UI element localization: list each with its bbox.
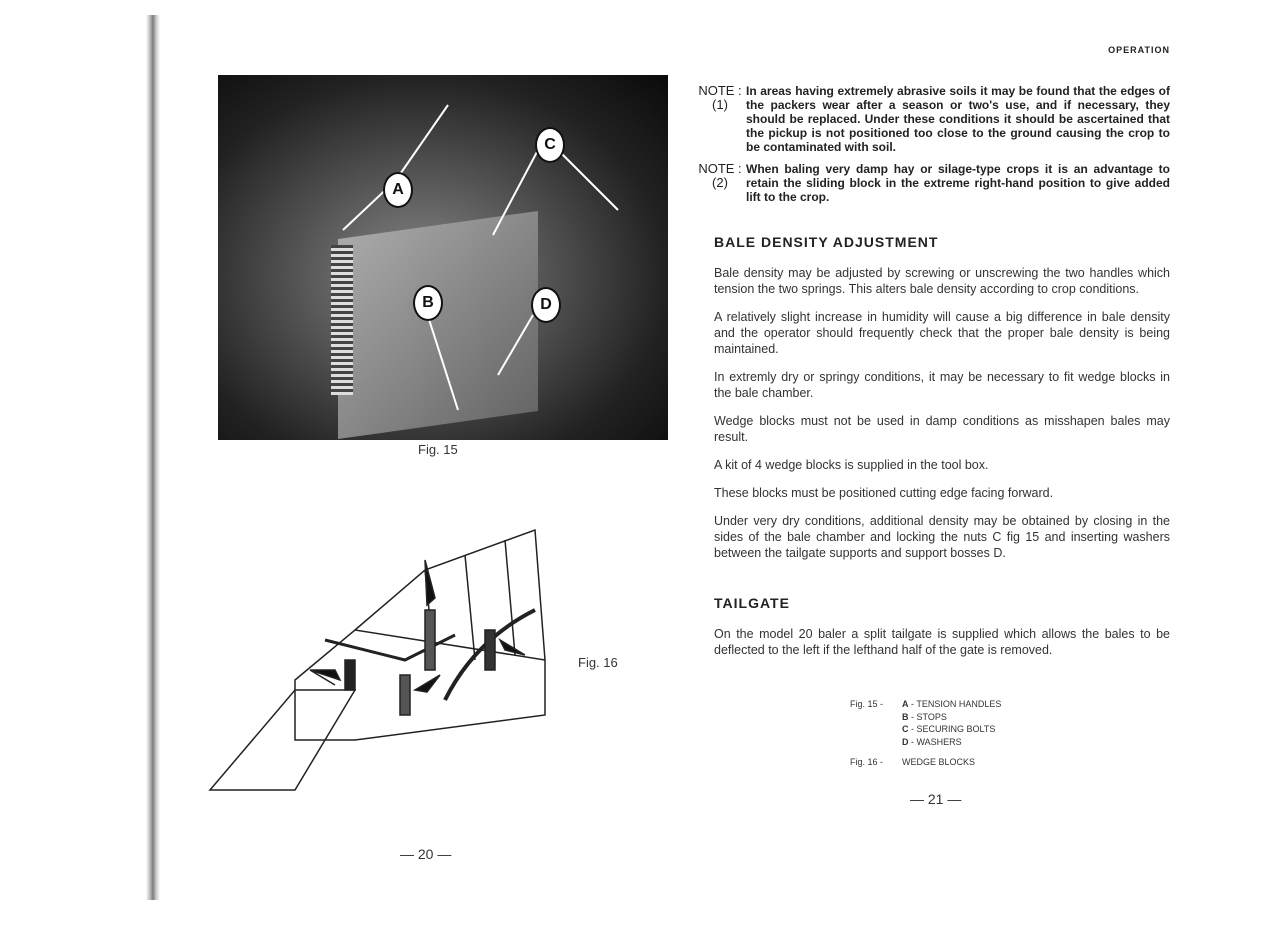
callout-d: D [531,287,561,323]
paragraph: A relatively slight increase in humidity will cause a big difference in bale density and the operator should frequently check that the proper bale density is being maintained. [714,310,1170,356]
paragraph: On the model 20 baler a split tailgate is supplied which allows the bales to be deflected to the left if the lefthand half of the gate is removed. [714,627,1170,657]
caption-text: - STOPS [911,711,947,722]
callout-a: A [383,172,413,208]
fig-15-caption-label: Fig. 15 - [850,699,884,709]
caption-text: - WASHERS [911,736,962,747]
paragraph: Wedge blocks must not be used in damp conditions as misshapen bales may result. [714,414,1170,444]
note-number: (2) [712,175,728,190]
paragraph: Under very dry conditions, additional density may be obtained by closing in the sides of the bale chamber and locking the nuts C fig 15 and inserting washers between the tailgate supports and support bosses D. [714,514,1170,560]
caption-key: B [902,711,909,722]
callout-b: B [413,285,443,321]
note-label: NOTE : [698,161,742,176]
fig-16-label: Fig. 16 [578,655,618,670]
caption-key: C [902,724,909,734]
fig-16-caption-label: Fig. 16 - [850,757,884,767]
note-2 [694,162,1170,204]
callout-lines [218,75,668,440]
caption-key: A [902,699,909,709]
figure-15-photo [218,75,668,440]
bale-density-heading: BALE DENSITY ADJUSTMENT [714,234,939,250]
note-text: When baling very damp hay or silage-type crops it is an advantage to retain the sliding block in the extreme right-hand position to give added lift to the crop. [746,162,1170,204]
note-label: NOTE : [698,83,742,98]
section-header: OPERATION [1108,45,1170,55]
caption-key: D [902,736,909,747]
scan-binding-edge [146,15,160,900]
tailgate-heading: TAILGATE [714,595,790,611]
figure-captions [850,698,1170,769]
paragraph: Bale density may be adjusted by screwing or unscrewing the two handles which tension the two springs. This alters bale density according to crop conditions. [714,266,1170,296]
note-1 [694,84,1170,154]
note-number: (1) [712,97,728,112]
paragraph: In extremly dry or springy conditions, it may be necessary to fit wedge blocks in the bale chamber. [714,370,1170,400]
note-text: In areas having extremely abrasive soils it may be found that the edges of the packers wear after a season or two's use, and if necessary, they should be replaced. Under these conditions it should be ascertained that the pickup is not positioned too close to the ground causing the crop to be contaminated with soil. [746,84,1170,154]
fig-16-caption-text: WEDGE BLOCKS [902,757,976,767]
page-number-right: — 21 — [910,790,962,807]
caption-text: - SECURING BOLTS [911,724,996,734]
right-column [694,84,1170,807]
caption-text: - TENSION HANDLES [911,699,1002,709]
page-number-left: — 20 — [400,846,452,862]
paragraph: A kit of 4 wedge blocks is supplied in the tool box. [714,458,989,472]
callout-c: C [535,127,565,163]
figure-16-drawing [205,510,550,795]
paragraph: These blocks must be positioned cutting edge facing forward. [714,486,1054,500]
fig-15-label: Fig. 15 [418,442,458,457]
